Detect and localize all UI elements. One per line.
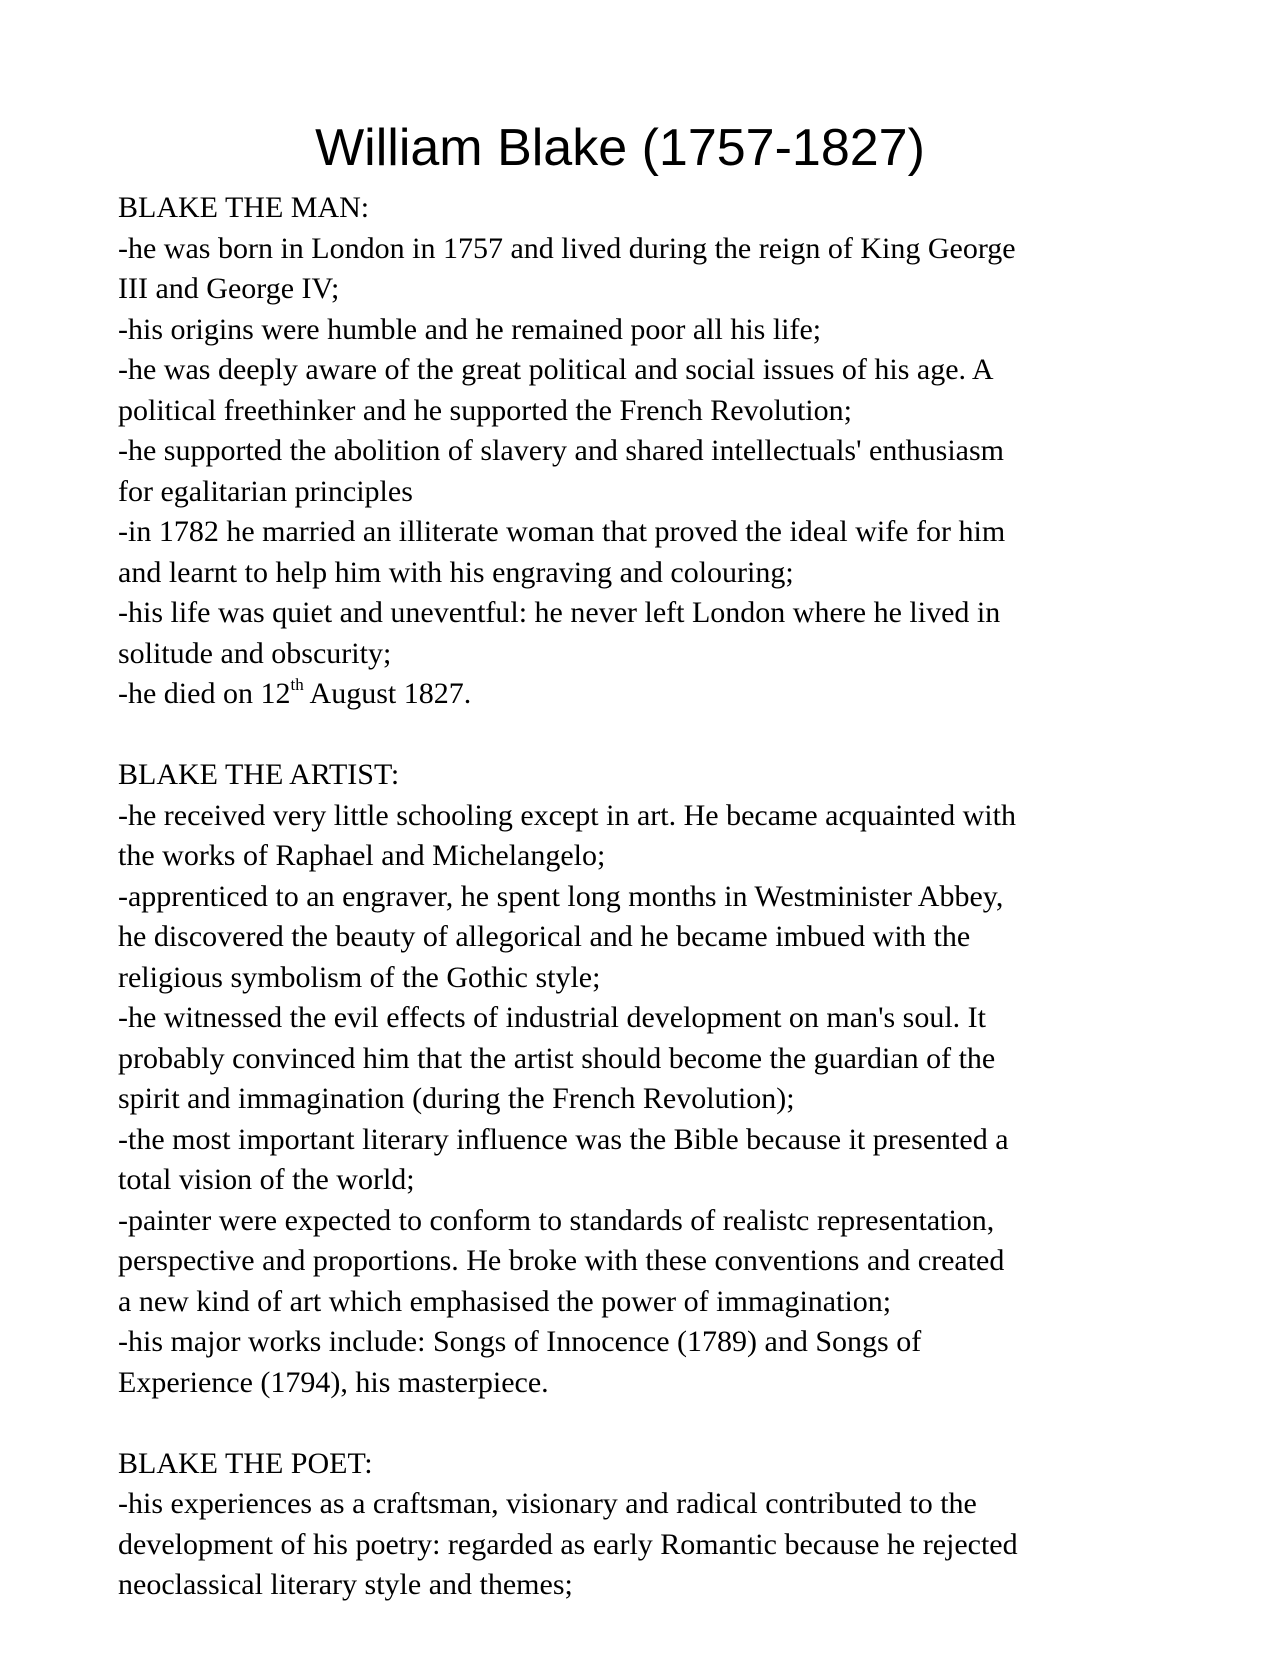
text-line: -in 1782 he married an illiterate woman that proved the ideal wife for him <box>118 515 1006 548</box>
text-line: -apprenticed to an engraver, he spent long months in Westminister Abbey, <box>118 879 1004 913</box>
section-blake-the-artist <box>118 755 1138 1403</box>
section-heading: BLAKE THE MAN: <box>118 191 370 224</box>
text-line: a new kind of art which emphasised the power of immagination; <box>118 1284 892 1318</box>
section-heading: BLAKE THE POET: <box>118 1446 373 1480</box>
text-line: -he supported the abolition of slavery and shared intellectuals' enthusiasm <box>118 434 1004 467</box>
text-line: III and George IV; <box>118 272 340 305</box>
text-line: perspective and proportions. He broke with these conventions and created <box>118 1244 1005 1277</box>
text-line: -he witnessed the evil effects of industrial development on man's soul. It <box>118 1001 986 1034</box>
text-line: -his origins were humble and he remained poor all his life; <box>118 312 822 346</box>
death-date-after: August 1827. <box>303 677 472 710</box>
text-line: solitude and obscurity; <box>118 636 392 670</box>
text-line: total vision of the world; <box>118 1163 415 1196</box>
ordinal-suffix: th <box>290 675 304 694</box>
paragraph-spacer <box>118 715 1138 756</box>
text-line: -he received very little schooling except in art. He became acquainted with <box>118 798 1016 832</box>
section-blake-the-poet <box>118 1444 1138 1606</box>
text-line: and learnt to help him with his engraving and colouring; <box>118 555 794 589</box>
text-line: he discovered the beauty of allegorical and he became imbued with the <box>118 920 971 953</box>
document-title: William Blake (1757-1827) <box>315 119 925 177</box>
text-line: -painter were expected to conform to standards of realistc representation, <box>118 1203 995 1237</box>
text-line: probably convinced him that the artist should become the guardian of the <box>118 1041 996 1075</box>
text-line: -he was deeply aware of the great political and social issues of his age. A <box>118 353 994 386</box>
text-line-death-date <box>118 674 1138 715</box>
section-heading: BLAKE THE ARTIST: <box>118 758 400 791</box>
text-line: -his life was quiet and uneventful: he never left London where he lived in <box>118 596 1001 629</box>
text-line: neoclassical literary style and themes; <box>118 1568 573 1601</box>
text-line: spirit and immagination (during the French Revolution); <box>118 1082 795 1115</box>
paragraph-spacer <box>118 1403 1138 1444</box>
text-line: political freethinker and he supported the French Revolution; <box>118 393 852 427</box>
text-line: religious symbolism of the Gothic style; <box>118 960 601 994</box>
text-line: -he was born in London in 1757 and lived during the reign of King George <box>118 231 1016 265</box>
text-line: -the most important literary influence was the Bible because it presented a <box>118 1122 1009 1156</box>
section-blake-the-man <box>118 188 1138 715</box>
text-line: -his experiences as a craftsman, visionary and radical contributed to the <box>118 1487 977 1520</box>
text-line: -his major works include: Songs of Innocence (1789) and Songs of <box>118 1325 922 1358</box>
text-line: for egalitarian principles <box>118 474 413 508</box>
death-date-before: -he died on 12 <box>118 677 291 710</box>
text-line: the works of Raphael and Michelangelo; <box>118 839 606 872</box>
document-body <box>118 188 1138 1606</box>
text-line: development of his poetry: regarded as early Romantic because he rejected <box>118 1527 1018 1561</box>
text-line: Experience (1794), his masterpiece. <box>118 1365 549 1399</box>
